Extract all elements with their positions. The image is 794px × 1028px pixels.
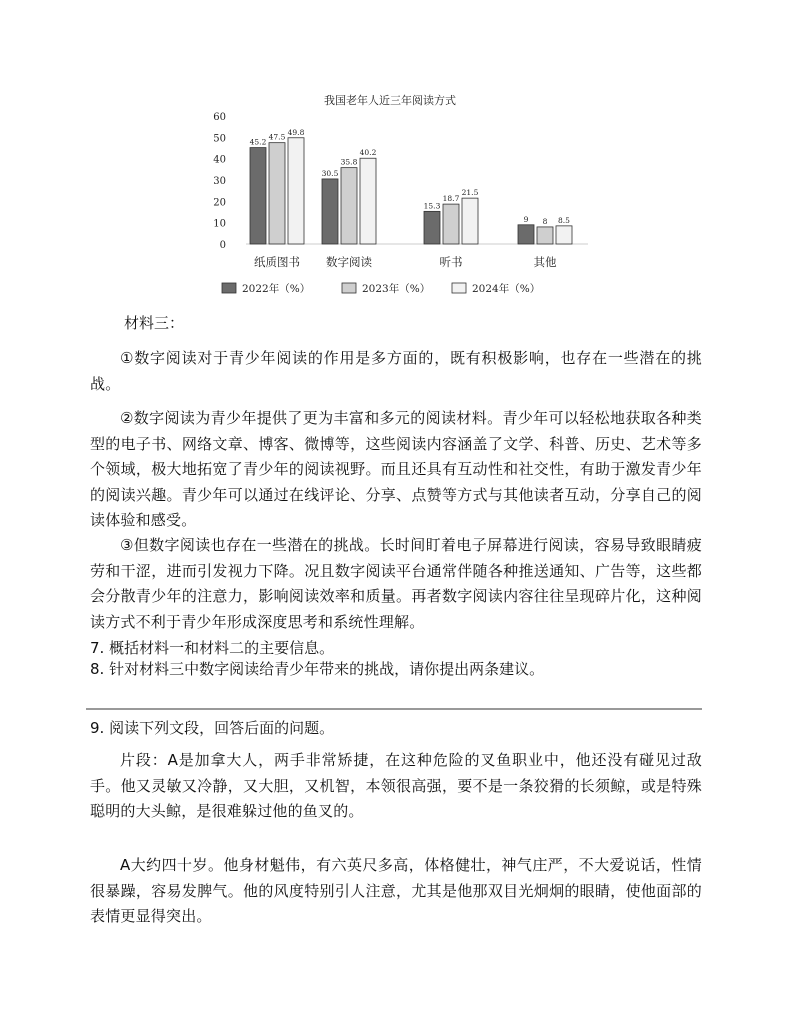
legend-swatch [342, 283, 356, 293]
bar-value-label: 35.8 [340, 157, 358, 167]
bar [288, 138, 304, 244]
bar [360, 158, 376, 244]
excerpt-paragraph-1: 片段：A是加拿大人，两手非常矫捷，在这种危险的叉鱼职业中，他还没有碰见过敌手。他又灵敏又冷静，又大胆，又机智，本领很高强，要不是一条狡猾的长须鲸，或是特殊聪明的大头鲸，是很难躲过他的鱼叉的。 [90, 751, 702, 820]
y-tick-label: 10 [213, 218, 226, 230]
material3-heading: 材料三： [124, 314, 185, 332]
bar [269, 143, 285, 244]
x-category-label: 其他 [533, 255, 557, 269]
bar [341, 168, 357, 244]
question-7: 7. 概括材料一和材料二的主要信息。 [90, 639, 335, 657]
material3-paragraph-2: ②数字阅读为青少年提供了更为丰富和多元的阅读材料。青少年可以轻松地获取各种类型的电子书、网络文章、博客、微博等，这些阅读内容涵盖了文学、科普、历史、艺术等多个领域，极大地拓宽了青少年的阅读视野。而且还具有互动性和社交性，有助于激发青少年的阅读兴趣。青少年可以通过在线评论、分享、点赞等方式与其他读者互动，分享自己的阅读体验和感受。 [90, 409, 702, 529]
x-category-label: 数字阅读 [326, 255, 372, 269]
y-tick-label: 30 [213, 176, 226, 187]
material3-paragraph-1: ①数字阅读对于青少年阅读的作用是多方面的，既有积极影响，也存在一些潜在的挑战。 [90, 349, 702, 393]
bar-value-label: 40.2 [359, 148, 377, 158]
bar-value-label: 8 [542, 216, 548, 226]
legend-swatch [222, 283, 236, 293]
bar [443, 204, 459, 244]
bar-value-label: 8.5 [558, 215, 570, 225]
bar [322, 179, 338, 244]
bar [556, 226, 572, 244]
chart-title: 我国老年人近三年阅读方式 [324, 94, 456, 107]
y-tick-label: 60 [213, 112, 226, 123]
bar-value-label: 9 [523, 214, 529, 224]
bar [537, 227, 553, 244]
bar-value-label: 49.8 [287, 127, 305, 137]
x-category-label: 听书 [439, 255, 463, 269]
bar [424, 211, 440, 244]
legend-label: 2022年（%） [242, 283, 311, 295]
bar-value-label: 21.5 [461, 188, 479, 198]
excerpt-paragraph-2: A大约四十岁。他身材魁伟，有六英尺多高，体格健壮，神气庄严，不大爱说话，性情很暴躁，容易发脾气。他的风度特别引人注意，尤其是他那双目光炯炯的眼睛，使他面部的表情更显得突出。 [90, 856, 702, 925]
reading-methods-bar-chart [180, 86, 600, 306]
legend-label: 2024年（%） [472, 283, 541, 295]
x-category-label: 纸质图书 [254, 255, 300, 269]
question-8: 8. 针对材料三中数字阅读给青少年带来的挑战，请你提出两条建议。 [90, 660, 545, 678]
y-tick-label: 50 [213, 133, 226, 145]
bar-value-label: 47.5 [268, 132, 286, 142]
bar-value-label: 18.7 [442, 194, 460, 204]
bar-value-label: 15.3 [423, 201, 441, 211]
bar [518, 225, 534, 244]
section-divider [86, 708, 702, 710]
legend-swatch [452, 283, 466, 293]
question-9: 9. 阅读下列文段，回答后面的问题。 [90, 719, 335, 737]
bar-value-label: 30.5 [321, 168, 339, 178]
y-tick-label: 40 [213, 154, 226, 166]
y-tick-label: 20 [213, 197, 226, 209]
legend-label: 2023年（%） [362, 283, 431, 295]
bar [462, 198, 478, 244]
bar-value-label: 45.2 [249, 137, 267, 147]
material3-paragraph-3: ③但数字阅读也存在一些潜在的挑战。长时间盯着电子屏幕进行阅读，容易导致眼睛疲劳和干涩，进而引发视力下降。况且数字阅读平台通常伴随各种推送通知、广告等，这些都会分散青少年的注意力，影响阅读效率和质量。再者数字阅读内容往往呈现碎片化，这种阅读方式不利于青少年形成深度思考和系统性理解。 [90, 536, 702, 631]
bar [250, 148, 266, 244]
y-tick-label: 0 [219, 240, 226, 251]
